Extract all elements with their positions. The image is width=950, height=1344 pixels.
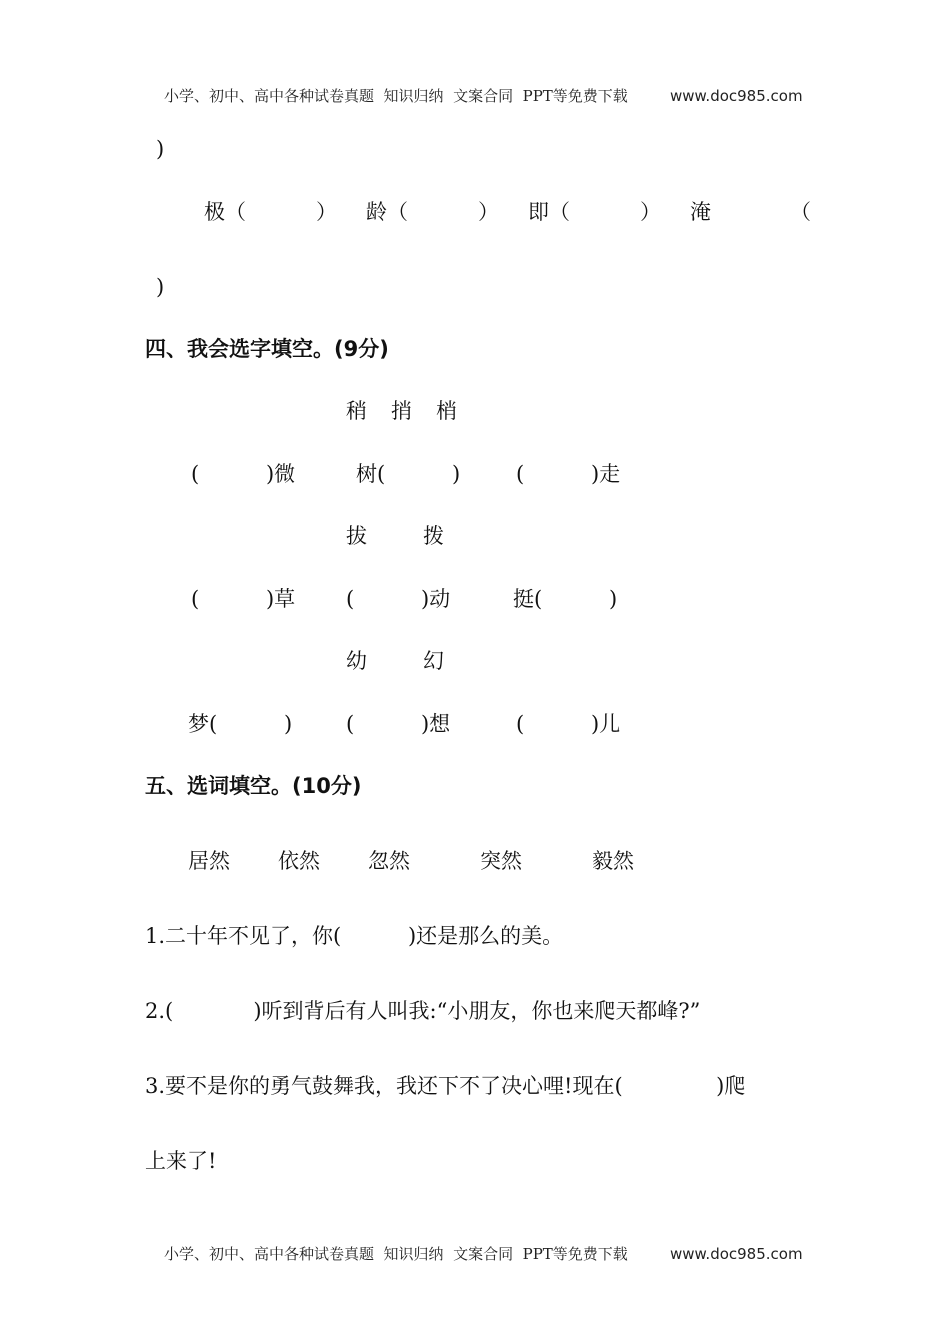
option-char: 拨	[423, 524, 444, 548]
fill-item: ( )微	[191, 462, 296, 486]
fill-item: ( )儿	[516, 712, 621, 736]
word-option: 毅然	[592, 849, 634, 873]
close-paren-bottom: )	[156, 275, 165, 299]
fill-item: 梦( )	[188, 712, 293, 736]
question-3-line1: 3.要不是你的勇气鼓舞我，我还下不了决心哩!现在( )爬	[145, 1074, 746, 1098]
fill-blank-jishi: 即（	[528, 200, 570, 224]
fill-blank-ji-close: ）	[316, 200, 337, 224]
fill-blank-yan: 淹	[690, 200, 711, 224]
word-option: 忽然	[368, 849, 410, 873]
fill-blank-jishi-close: ）	[640, 200, 661, 224]
fill-item: 树( )	[356, 462, 461, 486]
section5-title: 五、选词填空。(10分)	[145, 774, 362, 798]
header-url: www.doc985.com	[670, 87, 803, 105]
footer-text: 小学、初中、高中各种试卷真题 知识归纳 文案合同 PPT等免费下载	[164, 1245, 628, 1263]
fill-item: ( )走	[516, 462, 621, 486]
question-1: 1.二十年不见了，你( )还是那么的美。	[145, 924, 564, 948]
section4-title: 四、我会选字填空。(9分)	[145, 337, 389, 361]
header-text: 小学、初中、高中各种试卷真题 知识归纳 文案合同 PPT等免费下载	[164, 87, 628, 105]
fill-item: ( )草	[191, 587, 296, 611]
option-char: 捎	[391, 399, 412, 423]
fill-item: ( )想	[346, 712, 451, 736]
word-option: 突然	[480, 849, 522, 873]
option-char: 稍	[346, 399, 367, 423]
word-option: 依然	[278, 849, 320, 873]
word-option: 居然	[188, 849, 230, 873]
fill-blank-ling-close: ）	[478, 200, 499, 224]
fill-blank-yan-open: （	[790, 200, 811, 224]
footer-url: www.doc985.com	[670, 1245, 803, 1263]
option-char: 幼	[346, 649, 367, 673]
question-2: 2.( )听到背后有人叫我:“小朋友，你也来爬天都峰?”	[145, 999, 701, 1023]
close-paren-top: )	[156, 137, 165, 161]
option-char: 梢	[436, 399, 457, 423]
question-3-line2: 上来了!	[145, 1149, 217, 1173]
fill-item: ( )动	[346, 587, 451, 611]
fill-blank-ji: 极（	[204, 200, 246, 224]
fill-blank-ling: 龄（	[366, 200, 408, 224]
option-char: 拔	[346, 524, 367, 548]
fill-item: 挺( )	[513, 587, 618, 611]
option-char: 幻	[423, 649, 444, 673]
